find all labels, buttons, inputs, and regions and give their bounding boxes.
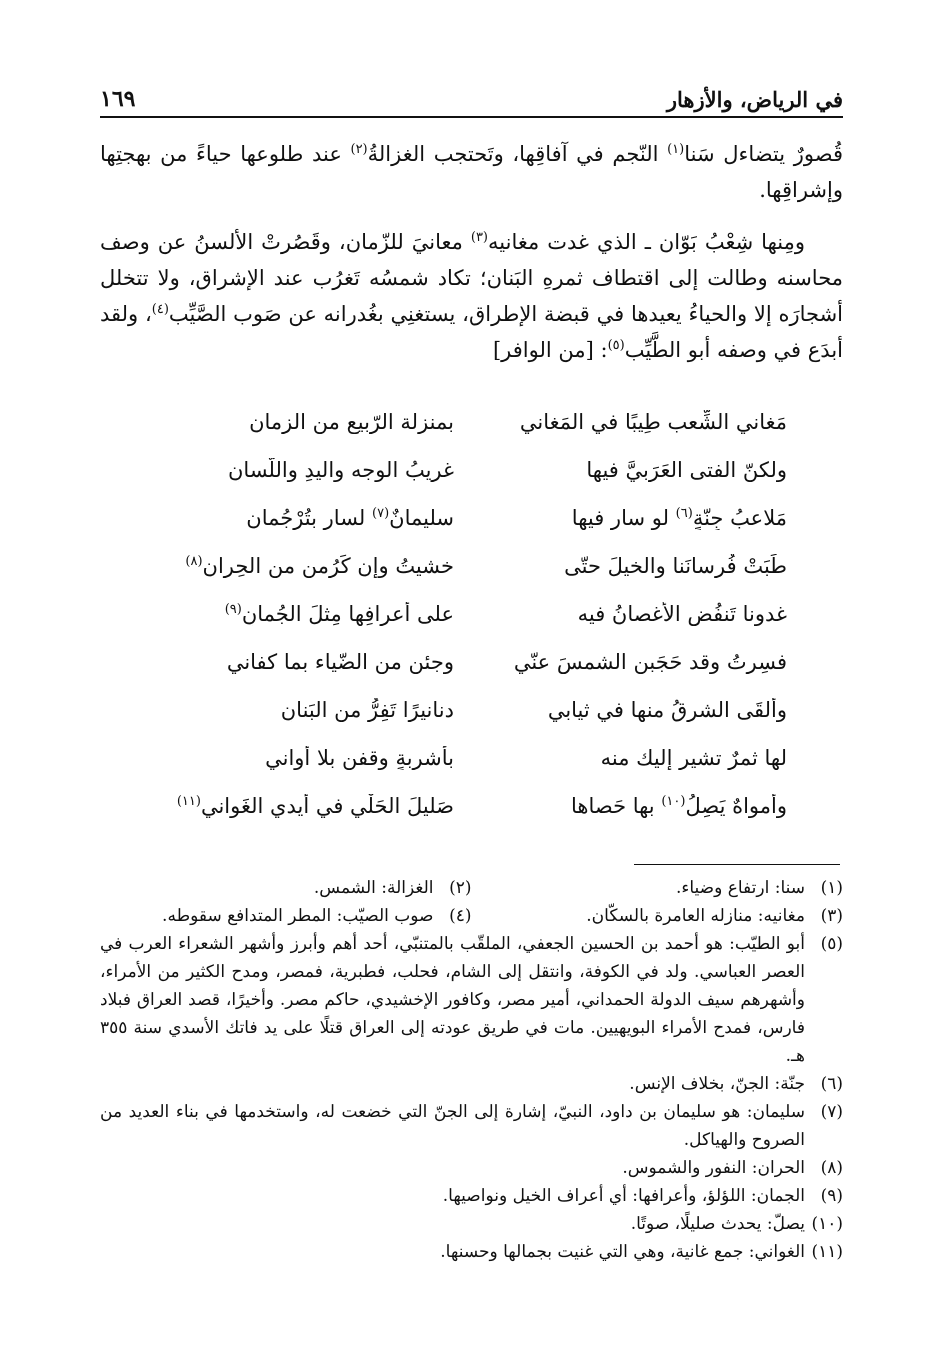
verse-line bbox=[100, 494, 843, 542]
footnote-number: (٩) bbox=[820, 1186, 843, 1206]
footnote-ref: (٢) bbox=[350, 142, 368, 157]
footnote-item bbox=[100, 1238, 843, 1266]
first-hemistich: طَبَتْ فُرسانَنا والخيلَ حتّى bbox=[564, 554, 787, 578]
footnote-item bbox=[100, 1210, 843, 1238]
footnote-text: الغزالة: الشمس. bbox=[313, 878, 434, 898]
verse-line bbox=[100, 590, 843, 638]
text-run: سليمانٌ bbox=[389, 506, 454, 530]
text-run: مَلاعبُ جِنّةٍ bbox=[692, 506, 787, 530]
text-run: خشيتُ وإن كَرُمن من الحِرانِ bbox=[202, 554, 454, 578]
footnote-item bbox=[100, 1098, 843, 1154]
footnote-text: جنّة: الجنّ، بخلاف الإنس. bbox=[629, 1074, 805, 1094]
verse-line bbox=[100, 542, 843, 590]
footnote-text: سنا: ارتفاع وضياء. bbox=[675, 878, 805, 898]
second-hemistich: بمنزلة الرّبيع من الزمانِ bbox=[249, 410, 454, 434]
second-hemistich bbox=[156, 554, 454, 578]
second-hemistich bbox=[156, 602, 454, 626]
footnote-ref: (٣) bbox=[470, 230, 488, 245]
footnote-item bbox=[100, 1070, 843, 1098]
footnote-ref: (٦) bbox=[675, 506, 693, 521]
footnote-row bbox=[100, 874, 843, 902]
footnote-number: (١١) bbox=[811, 1242, 843, 1262]
text-run: قُصورٌ يتضاءل سَنا bbox=[684, 142, 843, 166]
text-run: وأمواهٌ يَصِلُ bbox=[685, 794, 787, 818]
verse-line bbox=[100, 446, 843, 494]
text-run: : [من الوافر] bbox=[492, 338, 608, 362]
page-number: ١٦٩ bbox=[100, 86, 136, 112]
footnote-text: صوب الصيّب: المطر المتدافع سقوطه. bbox=[162, 906, 434, 926]
footnote-text: سليمان: هو سليمان بن داود، النبيّ، إشارة إلى الجنّ التي خضعت له، واستخدمها في بناء العديد من الصروح والهياكل. bbox=[100, 1102, 805, 1150]
footnote-ref: (٩) bbox=[224, 602, 242, 617]
footnote-ref: (٤) bbox=[151, 302, 169, 317]
text-run: صَليلَ الحَلْي في أيدي الغَواني bbox=[200, 794, 454, 818]
first-hemistich bbox=[489, 506, 787, 530]
second-hemistich: غريبُ الوجه واليدِ واللّسانِ bbox=[228, 458, 454, 482]
footnote-number: (١٠) bbox=[811, 1214, 843, 1234]
text-run: ومِنها شِعْبُ بَوّان ـ الذي غدت مغانيه bbox=[488, 230, 805, 254]
verse-line bbox=[100, 734, 843, 782]
footnote-item bbox=[100, 930, 843, 1070]
paragraph-2 bbox=[100, 224, 843, 368]
footnote-item bbox=[472, 902, 844, 930]
footnote-number: (٤) bbox=[449, 906, 472, 926]
verse-line bbox=[100, 686, 843, 734]
footnote-text: الحران: النفور والشموس. bbox=[622, 1158, 805, 1178]
footnote-ref: (١٠) bbox=[661, 794, 686, 809]
footnotes bbox=[100, 874, 843, 1266]
text-run: على أعرافِها مِثلَ الجُمانِ bbox=[241, 602, 454, 626]
footnote-item bbox=[100, 902, 472, 930]
footnote-text: يصلّ: يحدث صليلًا، صوتًا. bbox=[630, 1214, 805, 1234]
second-hemistich: دنانيرًا تَفِرُّ من البَنانِ bbox=[280, 698, 454, 722]
verse-line bbox=[100, 638, 843, 686]
footnote-ref: (٥) bbox=[607, 338, 625, 353]
text-run: معانيَ للزّمان، وقَصُرتْ الألسنُ عن وصف محاسنه وطالت إلى اقتطاف ثمرهِ البَنان؛ تكاد شمسُه تَغرُب عند الإشراق، ولا تتخلل أشجارَه إلا والحياءُ يعيدها في قبضة الإطراق، يستغنِي بغُدرانه عن صَوب الصَّيِّب bbox=[100, 230, 844, 326]
footnote-number: (٨) bbox=[820, 1158, 843, 1178]
verse-line bbox=[100, 398, 843, 446]
footnote-item bbox=[100, 874, 472, 902]
second-hemistich: بأشربةٍ وقفن بلا أواني bbox=[265, 746, 454, 770]
footnote-number: (٧) bbox=[820, 1102, 843, 1122]
first-hemistich: ولكنّ الفتى العَرَبيَّ فيها bbox=[586, 458, 787, 482]
text-run: عند طلوعها حياءً من بهجتِها وإشراقِها. bbox=[100, 142, 843, 202]
first-hemistich bbox=[489, 794, 787, 818]
footnote-text: الغواني: جمع غانية، وهي التي غنيت بجمالها وحسنها. bbox=[440, 1242, 805, 1262]
page-header bbox=[100, 82, 843, 118]
first-hemistich: لها ثمرٌ تشير إليك منه bbox=[600, 746, 787, 770]
first-hemistich: فسِرتُ وقد حَجَبن الشمسَ عنّي bbox=[513, 650, 787, 674]
footnote-ref: (١١) bbox=[176, 794, 201, 809]
footnote-text: أبو الطيّب: هو أحمد بن الحسين الجعفي، الملقّب بالمتنبّي، أحد أهم وأبرز وأشهر الشعراء العرب في العصر العباسي. ولد في الكوفة، وانتقل إلى الشام، فحلب، فطبرية، فمصر، ومدح الكثير من الأمراء، وأشهرهم سيف الدولة الحمداني، أمير مصر، وكافور الإخشيدي، حاكم مصر. وأخيرًا، قصد العراق فبلاد فارس، فمدح الأمراء البويهيين. مات في طريق عودته إلى العراق قتلًا على يد فاتك الأسدي سنة ٣٥٥ هـ. bbox=[100, 934, 805, 1066]
footnote-number: (١) bbox=[820, 878, 843, 898]
footnote-number: (٢) bbox=[449, 878, 472, 898]
running-title: في الرياض، والأزهار bbox=[666, 86, 843, 112]
footnote-item bbox=[472, 874, 844, 902]
text-run: لسار بتُرْجُمانِ bbox=[246, 506, 372, 530]
first-hemistich: مَغاني الشِّعب طِيبًا في المَغاني bbox=[519, 410, 787, 434]
text-run: النّجم في آفاقِها، وتَحتجب الغزالةُ bbox=[367, 142, 668, 166]
footnote-text: مغانيه: منازله العامرة بالسكّان. bbox=[586, 906, 805, 926]
prose-body bbox=[100, 136, 843, 368]
poem bbox=[100, 398, 843, 830]
text-run: ، ولقد أبدَع في وصفه أبو الطَّيِّب bbox=[100, 302, 843, 362]
footnote-number: (٦) bbox=[820, 1074, 843, 1094]
footnote-ref: (١) bbox=[667, 142, 685, 157]
second-hemistich: وجئن من الضّياء بما كفاني bbox=[226, 650, 454, 674]
first-hemistich: غدونا تَنفُض الأغصانُ فيه bbox=[577, 602, 787, 626]
second-hemistich bbox=[156, 794, 454, 818]
first-hemistich: وألقَى الشرقُ منها في ثيابي bbox=[547, 698, 787, 722]
verse-line bbox=[100, 782, 843, 830]
footnote-number: (٥) bbox=[820, 934, 843, 954]
text-run: بها حَصاها bbox=[570, 794, 662, 818]
second-hemistich bbox=[156, 506, 454, 530]
footnote-number: (٣) bbox=[820, 906, 843, 926]
footnote-item bbox=[100, 1154, 843, 1182]
footnote-item bbox=[100, 1182, 843, 1210]
footnote-ref: (٨) bbox=[185, 554, 203, 569]
footnote-text: الجمان: اللؤلؤ، وأعرافها: أي أعراف الخيل ونواصيها. bbox=[442, 1186, 805, 1206]
footnote-separator bbox=[634, 864, 840, 865]
text-run: لو سار فيها bbox=[571, 506, 676, 530]
footnote-row bbox=[100, 902, 843, 930]
footnote-ref: (٧) bbox=[372, 506, 390, 521]
paragraph-1 bbox=[100, 136, 843, 208]
